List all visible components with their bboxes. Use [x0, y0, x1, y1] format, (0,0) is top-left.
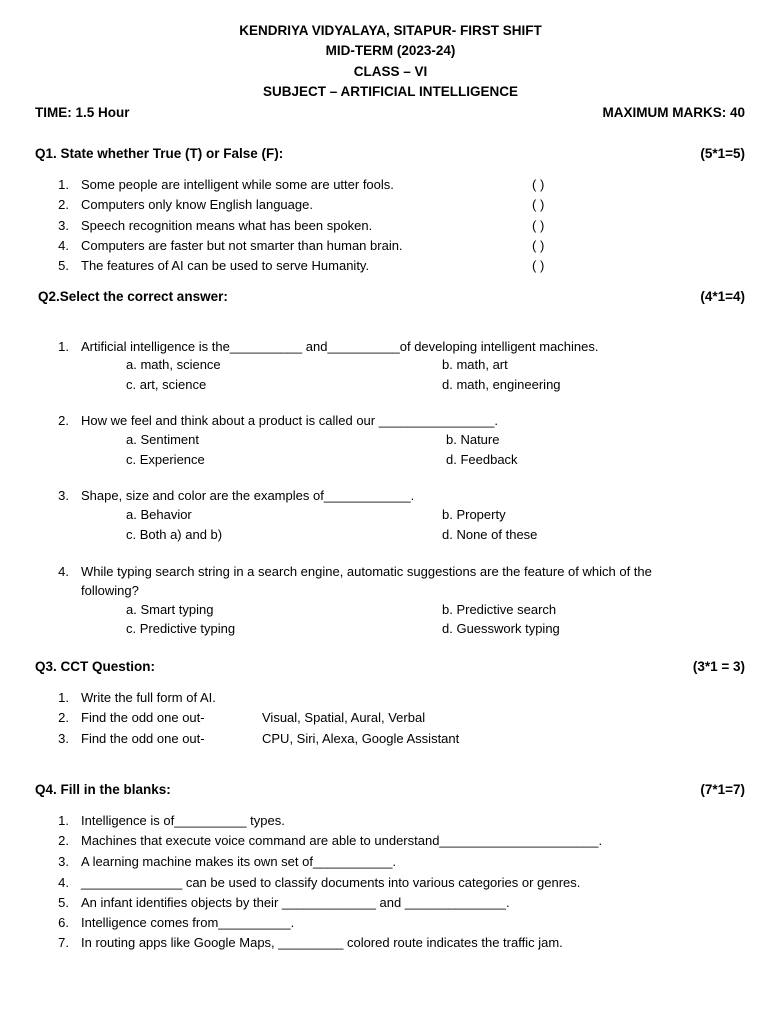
- blank-text: Machines that execute voice command are able to understand______________________.: [81, 833, 603, 848]
- item-number: 2.: [58, 710, 69, 725]
- option-b: b. Nature: [446, 432, 500, 447]
- option-d: d. math, engineering: [442, 377, 561, 392]
- item-number: 5.: [58, 895, 69, 910]
- time-label: TIME: 1.5 Hour: [35, 105, 130, 120]
- statement-text: Computers are faster but not smarter than human brain.: [81, 238, 403, 253]
- item-number: 4.: [58, 238, 69, 253]
- question-text: Shape, size and color are the examples of____________.: [81, 488, 415, 503]
- q1-marks: (5*1=5): [700, 146, 745, 161]
- q4-title: Q4. Fill in the blanks:: [35, 782, 171, 797]
- q1-title: Q1. State whether True (T) or False (F):: [35, 146, 284, 161]
- blank-text: ______________ can be used to classify documents into various categories or genres.: [81, 875, 581, 890]
- item-number: 3.: [58, 218, 69, 233]
- option-list: Visual, Spatial, Aural, Verbal: [262, 710, 426, 725]
- blank-text: Intelligence is of__________ types.: [81, 813, 285, 828]
- q3-marks: (3*1 = 3): [692, 659, 745, 674]
- option-c: c. Experience: [126, 452, 205, 467]
- max-marks-label: MAXIMUM MARKS: 40: [602, 105, 745, 120]
- item-number: 3.: [58, 488, 69, 503]
- item-number: 4.: [58, 564, 69, 579]
- exam-name: MID-TERM (2023-24): [325, 43, 456, 58]
- answer-blank: ( ): [532, 238, 545, 253]
- option-d: d. Guesswork typing: [442, 621, 560, 636]
- option-list: CPU, Siri, Alexa, Google Assistant: [262, 731, 460, 746]
- blank-text: Intelligence comes from__________.: [81, 915, 295, 930]
- statement-text: Some people are intelligent while some are utter fools.: [81, 177, 394, 192]
- option-a: a. Smart typing: [126, 602, 214, 617]
- item-number: 2.: [58, 197, 69, 212]
- q3-title: Q3. CCT Question:: [35, 659, 156, 674]
- answer-blank: ( ): [532, 197, 545, 212]
- q4-marks: (7*1=7): [700, 782, 745, 797]
- q2-title: Q2.Select the correct answer:: [38, 289, 228, 304]
- question-text: While typing search string in a search engine, automatic suggestions are the feature of which of the: [81, 564, 652, 579]
- subject-line: SUBJECT – ARTIFICIAL INTELLIGENCE: [262, 84, 519, 99]
- option-d: d. Feedback: [446, 452, 518, 467]
- question-text: Write the full form of AI.: [81, 690, 216, 705]
- statement-text: Computers only know English language.: [81, 197, 313, 212]
- option-a: a. math, science: [126, 357, 221, 372]
- question-text: How we feel and think about a product is called our ________________.: [81, 413, 499, 428]
- item-number: 1.: [58, 177, 69, 192]
- statement-text: The features of AI can be used to serve Humanity.: [81, 258, 370, 273]
- option-a: a. Sentiment: [126, 432, 199, 447]
- blank-text: In routing apps like Google Maps, _________ colored route indicates the traffic jam.: [81, 935, 563, 950]
- item-number: 1.: [58, 813, 69, 828]
- option-c: c. art, science: [126, 377, 207, 392]
- item-number: 6.: [58, 915, 69, 930]
- option-b: b. math, art: [442, 357, 508, 372]
- option-d: d. None of these: [442, 527, 538, 542]
- option-b: b. Predictive search: [442, 602, 557, 617]
- answer-blank: ( ): [532, 218, 545, 233]
- item-number: 3.: [58, 731, 69, 746]
- blank-text: A learning machine makes its own set of___________.: [81, 854, 397, 869]
- school-name: KENDRIYA VIDYALAYA, SITAPUR- FIRST SHIFT: [239, 23, 542, 38]
- item-number: 5.: [58, 258, 69, 273]
- item-number: 3.: [58, 854, 69, 869]
- option-c: c. Predictive typing: [126, 621, 236, 636]
- answer-blank: ( ): [532, 258, 545, 273]
- class-line: CLASS – VI: [353, 64, 428, 79]
- question-text-continued: following?: [81, 583, 139, 598]
- answer-blank: ( ): [532, 177, 545, 192]
- item-number: 7.: [58, 935, 69, 950]
- item-number: 2.: [58, 413, 69, 428]
- blank-text: An infant identifies objects by their _____________ and ______________.: [81, 895, 510, 910]
- item-number: 2.: [58, 833, 69, 848]
- item-number: 1.: [58, 339, 69, 354]
- statement-text: Speech recognition means what has been spoken.: [81, 218, 373, 233]
- option-c: c. Both a) and b): [126, 527, 223, 542]
- option-a: a. Behavior: [126, 507, 192, 522]
- item-number: 4.: [58, 875, 69, 890]
- question-text: Find the odd one out-: [81, 731, 205, 746]
- item-number: 1.: [58, 690, 69, 705]
- question-text: Find the odd one out-: [81, 710, 205, 725]
- option-b: b. Property: [442, 507, 506, 522]
- question-text: Artificial intelligence is the__________ and__________of developing intelligent machines.: [81, 339, 599, 354]
- q2-marks: (4*1=4): [700, 289, 745, 304]
